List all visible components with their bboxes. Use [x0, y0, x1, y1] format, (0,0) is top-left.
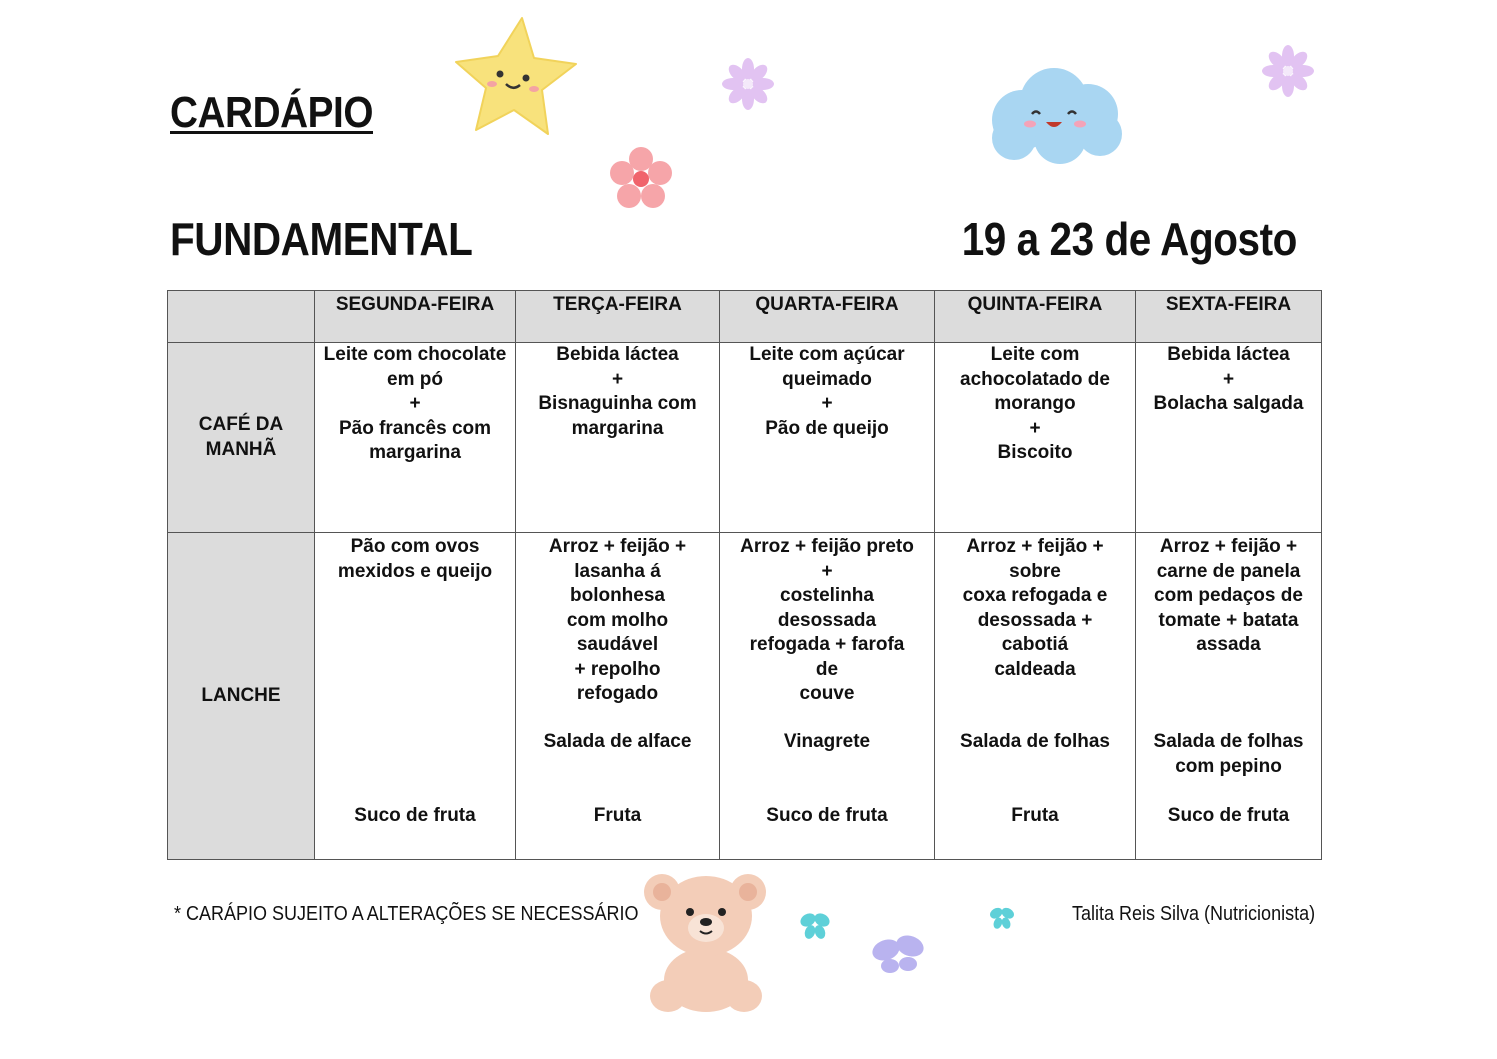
school-level-heading: FUNDAMENTAL — [170, 213, 473, 265]
menu-line: + — [821, 393, 833, 414]
row-label-breakfast — [168, 343, 315, 533]
menu-line: caldeada — [994, 658, 1076, 680]
disclaimer-note: * CARÁPIO SUJEITO A ALTERAÇÕES SE NECESSÁRIO — [174, 903, 639, 925]
menu-line: Arroz + feijão + — [1159, 536, 1298, 557]
breakfast-cell-monday — [315, 343, 516, 533]
row-label-line: CAFÉ DA — [198, 414, 284, 435]
menu-line: Leite com — [990, 344, 1080, 365]
menu-line: Pão com ovos — [350, 536, 480, 557]
menu-line: assada — [1196, 634, 1261, 655]
menu-line: Bebida láctea — [556, 344, 679, 365]
butterfly-icon — [798, 910, 832, 944]
menu-line: Biscoito — [997, 442, 1073, 463]
menu-line: Arroz + feijão + sobre — [966, 536, 1104, 582]
menu-line: margarina — [369, 442, 461, 463]
flower-icon — [1262, 45, 1314, 97]
salad-line: Salada de folhas — [1153, 731, 1304, 752]
day-header-wednesday: QUARTA-FEIRA — [720, 291, 935, 343]
drink-line: Suco de fruta — [354, 805, 476, 826]
salad-line: Salada de folhas — [960, 731, 1110, 752]
page-title: CARDÁPIO — [170, 88, 374, 137]
menu-table — [167, 290, 1322, 860]
teddy-bear-icon — [640, 868, 772, 1016]
menu-line: tomate + batata — [1158, 609, 1299, 631]
menu-line: Arroz + feijão + — [548, 536, 687, 557]
menu-line: costelinha desossada — [777, 585, 877, 631]
menu-line: couve — [799, 683, 855, 704]
star-icon — [452, 12, 580, 140]
day-header-thursday: QUINTA-FEIRA — [935, 291, 1136, 343]
breakfast-cell-tuesday — [516, 343, 720, 533]
drink-line: Suco de fruta — [1167, 805, 1290, 826]
menu-line: + — [1222, 368, 1235, 390]
snack-cell-tuesday — [516, 533, 720, 860]
menu-line: coxa refogada e — [962, 585, 1108, 606]
breakfast-cell-thursday — [935, 343, 1136, 533]
menu-line: morango — [994, 393, 1076, 414]
menu-line: + — [409, 393, 421, 414]
cloud-icon — [988, 62, 1128, 166]
menu-line: em pó — [387, 368, 443, 390]
day-header-friday: SEXTA-FEIRA — [1136, 291, 1322, 343]
table-header-row — [168, 291, 1322, 343]
menu-line: Arroz + feijão preto + — [740, 536, 914, 582]
table-row-snack — [168, 533, 1322, 860]
menu-line: carne de panela — [1156, 560, 1301, 582]
nutritionist-signature: Talita Reis Silva (Nutricionista) — [1071, 903, 1315, 925]
menu-line: Bolacha salgada — [1153, 393, 1304, 414]
menu-line: margarina — [571, 417, 664, 439]
row-label-snack: LANCHE — [168, 533, 315, 860]
day-header-monday: SEGUNDA-FEIRA — [315, 291, 516, 343]
menu-line: desossada + cabotiá — [977, 609, 1093, 655]
snack-cell-wednesday — [720, 533, 935, 860]
row-label-line: MANHÃ — [205, 438, 277, 460]
day-header-tuesday: TERÇA-FEIRA — [516, 291, 720, 343]
table-row-breakfast — [168, 343, 1322, 533]
menu-line: Pão francês com — [338, 417, 492, 439]
salad-line: Vinagrete — [783, 731, 871, 752]
menu-line: mexidos e queijo — [337, 560, 493, 582]
drink-line: Fruta — [1011, 805, 1059, 826]
corner-cell — [168, 291, 315, 343]
salad-line: Salada de alface — [543, 731, 692, 752]
menu-line: refogada + farofa de — [749, 634, 905, 680]
menu-line: + repolho refogado — [574, 658, 661, 704]
menu-line: queimado — [782, 368, 872, 390]
menu-line: Leite com açúcar — [749, 344, 905, 365]
menu-line: Pão de queijo — [765, 417, 889, 439]
menu-line: com molho saudável — [566, 609, 669, 655]
butterfly-icon — [988, 905, 1016, 933]
drink-line: Fruta — [593, 805, 642, 826]
menu-line: + — [611, 368, 624, 390]
butterfly-icon — [870, 932, 926, 980]
date-range-heading: 19 a 23 de Agosto — [961, 213, 1297, 265]
breakfast-cell-wednesday — [720, 343, 935, 533]
menu-line: Bisnaguinha com — [538, 393, 697, 414]
flower-icon — [608, 146, 674, 212]
breakfast-cell-friday — [1136, 343, 1322, 533]
snack-cell-monday — [315, 533, 516, 860]
menu-line: achocolatado de — [960, 368, 1110, 390]
menu-line: Bebida láctea — [1167, 344, 1290, 365]
menu-line: com pedaços de — [1154, 585, 1303, 606]
menu-line: + — [1029, 417, 1041, 439]
drink-line: Suco de fruta — [766, 805, 888, 826]
salad-line: com pepino — [1175, 755, 1282, 777]
flower-icon — [722, 58, 774, 110]
menu-line: lasanha á bolonhesa — [569, 560, 665, 606]
menu-line: Leite com chocolate — [323, 344, 507, 365]
snack-cell-friday — [1136, 533, 1322, 860]
snack-cell-thursday — [935, 533, 1136, 860]
